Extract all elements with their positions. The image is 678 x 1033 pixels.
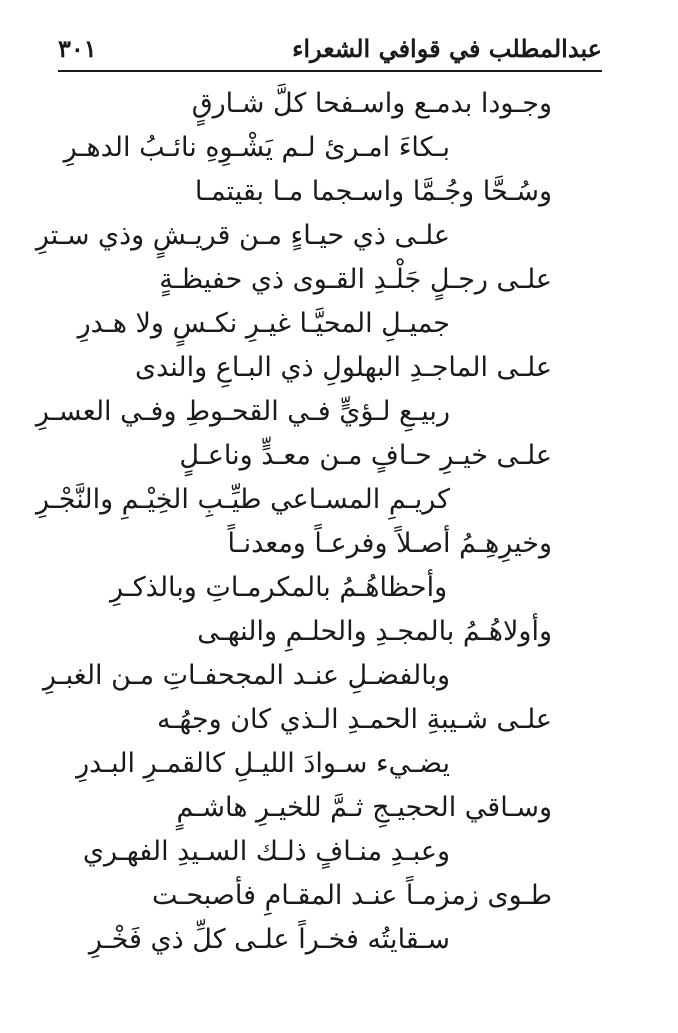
verse-line: وسـاقي الحجيـجِ ثـمَّ للخيـرِ هاشـمٍ — [176, 792, 552, 823]
verse-line: وسُـحَّا وجُـمَّا واسـجما مـا بقيتمـا — [194, 176, 552, 207]
verse-line: ربيـعِ لـؤيٍّ فـي القحـوطِ وفـي العسـرِ — [35, 396, 450, 427]
header-divider — [58, 70, 602, 72]
verse-line: طـوى زمزمـاً عنـد المقـامِ فأصبحـت — [151, 880, 552, 911]
verse-line: وأحظاهُـمُ بالمكرمـاتِ وبالذكـرِ — [110, 572, 448, 603]
verse-line: علـى الماجـدِ البهلولِ ذي البـاعِ والندى — [134, 352, 552, 383]
running-title: عبدالمطلب في قوافي الشعراء — [292, 34, 602, 63]
verse-line: علـى شـيبةِ الحمـدِ الـذي كان وجهُـه — [157, 704, 552, 735]
verse-line: علـى خيـرِ حـافٍ مـن معـدٍّ وناعـلٍ — [179, 440, 552, 471]
verse-line: وعبـدِ منـافٍ ذلـك السـيدِ الفهـري — [82, 836, 450, 867]
verse-line: سـقايتُه فخـراً علـى كلِّ ذي فَخْـرِ — [88, 924, 450, 955]
page-number: ٣٠١ — [58, 34, 97, 63]
verse-line: وجـودا بدمـع واسـفحا كلَّ شـارقٍ — [191, 88, 552, 119]
verse-line: علـى ذي حيـاءٍ مـن قريـشٍ وذي سـترِ — [35, 220, 450, 251]
verse-line: كريـمِ المسـاعي طيِّـبِ الخِيْـمِ والنَّجْـرِ — [35, 484, 450, 515]
verse-line: بـكاءَ امـرئ لـم يَشْـوِهِ نائـبُ الدهـرِ — [63, 132, 450, 163]
page-header — [58, 32, 602, 70]
verse-line: وخيرِهِـمُ أصـلاً وفرعـاً ومعدنـاً — [227, 528, 552, 559]
verse-line: جميـلِ المحيَّـا غيـرِ نكـسٍ ولا هـدرِ — [77, 308, 450, 339]
verse-line: علـى رجـلٍ جَلْـدِ القـوى ذي حفيظـةٍ — [159, 264, 552, 295]
verse-line: وأولاهُـمُ بالمجـدِ والحلـمِ والنهـى — [197, 616, 552, 647]
verse-line: يضـيء سـوادَ الليـلِ كالقمـرِ البـدرِ — [76, 748, 450, 779]
verse-line: وبالفضـلِ عنـد المجحفـاتِ مـن الغبـرِ — [42, 660, 450, 691]
